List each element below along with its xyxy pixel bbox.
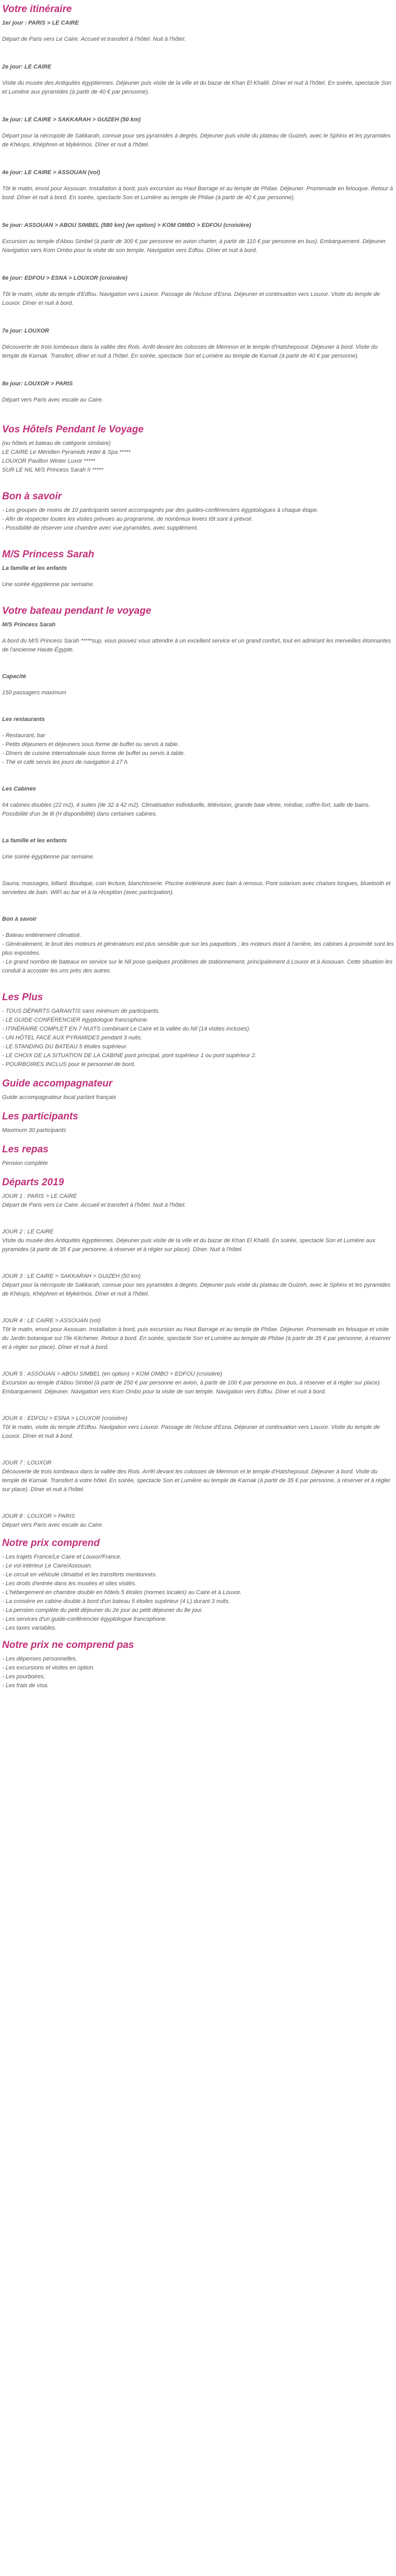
day-text: Départ vers Paris avec escale au Caire. xyxy=(2,397,103,403)
day-title: JOUR 8 : LOUXOR > PARIS xyxy=(2,1513,75,1519)
day-title: 6e jour: EDFOU > ESNA > LOUXOR (croisière) xyxy=(2,275,127,281)
itinerary-day xyxy=(2,168,394,202)
day-title: 8e jour: LOUXOR > PARIS xyxy=(2,381,73,387)
list-item: - La pension complète du petit déjeuner du 2e jour au petit déjeuner du 8e jour. xyxy=(2,1607,203,1613)
itinerary-title: Votre itinéraire xyxy=(2,4,72,15)
list-item: - Les trajets France/Le Caire et Louxor/France. xyxy=(2,1554,122,1560)
list-item: - Dîners de cuisine internationale sous forme de buffet ou servis à table. xyxy=(2,750,185,757)
day-text: Départ vers Paris avec escale au Caire. xyxy=(2,1522,103,1528)
boat-info-list xyxy=(2,931,394,976)
list-item: - Bateau entièrement climatisé. xyxy=(2,932,81,938)
list-item: - Les frais de visa. xyxy=(2,1682,49,1689)
meals-title: Les repas xyxy=(2,1144,49,1155)
list-item: LOUXOR Pavillon Winter Luxor ***** xyxy=(2,458,95,464)
list-item: - Possibilité de réserver une chambre avec vue pyramides, avec supplément. xyxy=(2,525,199,531)
departure-day xyxy=(2,1459,394,1494)
guide-title: Guide accompagnateur xyxy=(2,1078,113,1089)
good-to-know-list xyxy=(2,506,394,533)
day-text: Départ pour la nécropole de Sakkarah, connue pour ses pyramides à degrés. Déjeuner puis visite du plateau de Guizeh, avec le Sphinx et les pyramides de Khéops, Khéphren et Mykérinos. Dîner et nuit à l'hôtel. xyxy=(2,133,391,148)
cabins-title: Les Cabines xyxy=(2,786,36,792)
boat-title: Votre bateau pendant le voyage xyxy=(2,605,152,616)
capacity-title: Capacité xyxy=(2,673,26,680)
amenities-text: Sauna, massages, billard. Boutique, coin lecture, blanchisserie. Piscine extérieure avec bain à remous. Pont solarium avec chaises longues, bluetooth et serviettes de bain. WiFi au bar et à la réception (avec participation). xyxy=(2,880,391,896)
list-item: - Le circuit en véhicule climatisé et les transferts mentionnés. xyxy=(2,1572,157,1578)
list-item: - L'hébergement en chambre double en hôtels 5 étoiles (normes locales) au Caire et à Louxor. xyxy=(2,1589,242,1596)
list-item: (ou hôtels et bateau de catégorie similaire) xyxy=(2,440,111,446)
list-item: - Les excursions et visites en option. xyxy=(2,1665,95,1671)
list-item: SUR LE NIL M/S Princess Sarah II ***** xyxy=(2,467,103,473)
list-item: LE CAIRE Le Méridien Pyramids Hotel & Spa ***** xyxy=(2,449,131,455)
participants-text: Maximum 30 participants xyxy=(2,1127,66,1134)
day-title: JOUR 7 : LOUXOR xyxy=(2,1460,52,1466)
day-title: 5e jour: ASSOUAN > ABOU SIMBEL (580 km) (en option) > KOM OMBO > EDFOU (croisière) xyxy=(2,222,251,228)
list-item: - Thé et café servis les jours de navigation à 17 h. xyxy=(2,759,129,765)
itinerary-day xyxy=(2,380,394,405)
departure-day xyxy=(2,1512,394,1530)
departure-day xyxy=(2,1316,394,1352)
day-text: Excursion au temple d'Abou Simbel (à partir de 250 € par personne en avion, à partir de 100 € par personne en bus, à réserver et à régler sur place). Embarquement. Déjeuner. Navigation vers Kom Ombo pour la visite de son temple. Navigation vers Edfou. Dîner et nuit à bord. xyxy=(2,1380,381,1395)
departure-day xyxy=(2,1192,394,1210)
list-item: - Le grand nombre de bateaux en service sur le Nil pose quelques problèmes de stationnement, principalement à Louxor et à Assouan. Cette situation les conduit à accoster les uns près des autres. xyxy=(2,959,393,974)
itinerary-day xyxy=(2,19,394,44)
day-title: JOUR 1 : PARIS > LE CAIRE xyxy=(2,1193,77,1199)
list-item: - Généralement, le bruit des moteurs et générateurs est plus sensible que sur les paquebots ; les moteurs étant à l'arrière, les cabines à proximité sont les plus exposées. xyxy=(2,941,394,956)
day-text: Départ pour la nécropole de Sakkarah, connue pour ses pyramides à degrés. Déjeuner puis visite du plateau de Guizeh, avec le Sphinx et les pyramides de Khéops, Khéphren et Mykérinos. Dîner et nuit à l'hôtel. xyxy=(2,1282,391,1297)
hotels-title: Vos Hôtels Pendant le Voyage xyxy=(2,424,144,435)
list-item: - POURBOIRES INCLUS pour le personnel de bord. xyxy=(2,1061,135,1068)
guide-text: Guide accompagnateur local parlant français xyxy=(2,1094,117,1101)
boat-family-title: La famille et les enfants xyxy=(2,838,67,844)
boat-family-text: Une soirée égyptienne par semaine. xyxy=(2,854,95,860)
list-item: - Les groupes de moins de 10 participants seront accompagnés par des guides-conférenciers égyptologues à chaque étape. xyxy=(2,507,319,513)
day-title: 4e jour: LE CAIRE > ASSOUAN (vol) xyxy=(2,169,100,176)
list-item: - Les services d'un guide-conférencier égyptologue francophone. xyxy=(2,1616,167,1622)
princess-family-title: La famille et les enfants xyxy=(2,565,67,571)
boat-info-title: Bon à savoir xyxy=(2,916,37,922)
departure-day xyxy=(2,1414,394,1441)
departure-day xyxy=(2,1272,394,1299)
day-title: 3e jour: LE CAIRE > SAKKARAH > GUIZEH (50 km) xyxy=(2,117,141,123)
included-list xyxy=(2,1553,394,1633)
itinerary-day xyxy=(2,221,394,255)
itinerary-day xyxy=(2,327,394,361)
included-title: Notre prix comprend xyxy=(2,1538,100,1549)
departures-days xyxy=(2,1192,394,1530)
list-item: - Les pourboires. xyxy=(2,1674,45,1680)
day-text: Tôt le matin, envol pour Assouan. Installation à bord, puis excursion au Haut Barrage et au temple de Philae. Déjeuner. Promenade en felouque et visite du Jardin botanique sur l'île Kitchener. Retour à bord. En soirée, spectacle Son et Lumière au temple de Philae (à partir de 35 € par personne, à réserver et à régler sur place). Dîner et nuit à bord. xyxy=(2,1326,391,1350)
meals-text: Pension complète xyxy=(2,1160,48,1166)
itinerary-day xyxy=(2,63,394,97)
list-item: - ITINÉRAIRE COMPLET EN 7 NUITS combinant Le Caire et la vallée du Nil (14 visites incluses). xyxy=(2,1026,251,1032)
list-item: - LE CHOIX DE LA SITUATION DE LA CABINE pont principal, pont supérieur 1 ou pont supérieur 2. xyxy=(2,1052,257,1059)
day-text: Tôt le matin, envol pour Assouan. Installation à bord, puis excursion au Haut Barrage et au temple de Philae. Déjeuner. Promenade en felouque. Retour à bord. Dîner et nuit à bord. En soirée, spectacle Son et Lumière au temple de Philae (à partir de 40 € par personne). xyxy=(2,186,393,201)
hotels-list xyxy=(2,439,394,475)
excluded-title: Notre prix ne comprend pas xyxy=(2,1640,134,1651)
list-item: - Le vol intérieur Le Caire/Assouan. xyxy=(2,1563,92,1569)
list-item: - TOUS DÉPARTS GARANTIS sans minimum de participants. xyxy=(2,1008,160,1014)
list-item: - Restaurant, bar xyxy=(2,732,45,739)
list-item: - UN HÔTEL FACE AUX PYRAMIDES pendant 3 nuits. xyxy=(2,1035,143,1041)
list-item: - LE STANDING DU BATEAU 5 étoiles supérieur. xyxy=(2,1044,128,1050)
day-title: JOUR 3 : LE CAIRE > SAKKARAH > GUIZEH (50 km) xyxy=(2,1273,141,1279)
day-text: Découverte de trois tombeaux dans la vallée des Rois. Arrêt devant les colosses de Memnon et le temple d'Hatshepsout. Déjeuner à bord. Visite du temple de Karnak. Transfert à votre hôtel. En soirée, spectacle Son et Lumière au temple de Karnak (à partir de 35 € par personne, à réserver et à régler sur place). Dîner et nuit à l'hôtel. xyxy=(2,1469,391,1493)
itinerary-day xyxy=(2,116,394,150)
restaurants-list xyxy=(2,731,394,767)
departures-title: Départs 2019 xyxy=(2,1177,64,1188)
day-text: Tôt le matin, visite du temple d'Edfou. Navigation vers Louxor. Passage de l'écluse d'Esna. Déjeuner et continuation vers Louxor. Visite du temple de Louxor. Dîner et nuit à bord. xyxy=(2,1424,380,1439)
day-text: Départ de Paris vers Le Caire. Accueil et transfert à l'hôtel. Nuit à l'hôtel. xyxy=(2,36,186,42)
day-title: JOUR 6 : EDFOU > ESNA > LOUXOR (croisière) xyxy=(2,1415,127,1422)
capacity-text: 150 passagers maximum xyxy=(2,690,66,696)
day-text: Excursion au temple d'Abou Simbel (à partir de 300 € par personne en avion charter, à partir de 110 € par personne en bus). Embarquement. Déjeuner. Navigation vers Kom Ombo pour la visite de son temple. Navigation vers Edfou. Dîner et nuit à bord. xyxy=(2,238,388,254)
day-title: JOUR 4 : LE CAIRE > ASSOUAN (vol) xyxy=(2,1318,101,1324)
itinerary-day xyxy=(2,274,394,308)
day-text: Départ de Paris vers Le Caire. Accueil et transfert à l'hôtel. Nuit à l'hôtel. xyxy=(2,1202,186,1208)
day-title: JOUR 5 : ASSOUAN > ABOU SIMBEL (en option) > KOM OMBO > EDFOU (croisière) xyxy=(2,1371,223,1377)
list-item: - Afin de respecter toutes les visites prévues au programme, de nombreux levers tôt sont à prévoir. xyxy=(2,516,253,522)
excluded-list xyxy=(2,1655,394,1690)
plus-list xyxy=(2,1007,394,1069)
list-item: - Petits déjeuners et déjeuners sous forme de buffet ou servis à table. xyxy=(2,741,179,748)
cabins-text: 64 cabines doubles (22 m2), 4 suites (de 32 à 42 m2). Climatisation individuelle, télévision, grande baie vitrée, minibar, coffre-fort, salle de bains. Possibilité d'un 3e lit (H disponibilité) dans certaines cabines. xyxy=(2,802,370,817)
princess-family-text: Une soirée égyptienne par semaine. xyxy=(2,581,95,588)
boat-intro: A bord du M/S Princess Sarah *****sup, vous pouvez vous attendre à un excellent service et un grand confort, tout en admirant les merveilles étonnantes de l'ancienne Haute-Égypte. xyxy=(2,638,391,653)
day-text: Visite du musée des Antiquités égyptiennes. Déjeuner puis visite de la ville et du bazar de Khan El Khalili. En soirée, spectacle Son et Lumière aux pyramides (à partir de 35 € par personne, à réserver et à régler sur place). Dîner. Nuit à l'hôtel. xyxy=(2,1238,376,1253)
departure-day xyxy=(2,1228,394,1254)
princess-title: M/S Princess Sarah xyxy=(2,549,95,560)
departure-day xyxy=(2,1370,394,1396)
day-text: Visite du musée des Antiquités égyptiennes. Déjeuner puis visite de la ville et du bazar de Khan El Khalili. Dîner et nuit à l'hôtel. En soirée, spectacle Son et Lumière aux pyramides (à partir de 40 € par personne). xyxy=(2,80,392,95)
good-to-know-title: Bon à savoir xyxy=(2,491,62,502)
day-title: 7e jour: LOUXOR xyxy=(2,328,49,334)
list-item: - Les dépenses personnelles. xyxy=(2,1656,77,1662)
restaurants-title: Les restaurants xyxy=(2,716,45,723)
list-item: - LE GUIDE-CONFÉRENCIER égyptologue francophone. xyxy=(2,1017,149,1023)
list-item: - Les taxes variables. xyxy=(2,1625,56,1631)
participants-title: Les participants xyxy=(2,1111,78,1122)
day-text: Tôt le matin, visite du temple d'Edfou. Navigation vers Louxor. Passage de l'écluse d'Esna. Déjeuner et continuation vers Louxor. Visite du temple de Louxor. Dîner et nuit à bord. xyxy=(2,291,380,306)
boat-name-title: M/S Princess Sarah xyxy=(2,622,56,628)
day-title: 1er jour : PARIS > LE CAIRE xyxy=(2,20,79,26)
day-title: JOUR 2 : LE CAIRE xyxy=(2,1229,54,1235)
itinerary-days xyxy=(2,19,394,405)
list-item: - La croisière en cabine double à bord d'un bateau 5 étoiles supérieur (4 L) durant 3 nuits. xyxy=(2,1598,230,1605)
day-title: 2e jour: LE CAIRE xyxy=(2,64,52,70)
day-text: Découverte de trois tombeaux dans la vallée des Rois. Arrêt devant les colosses de Memnon et le temple d'Hatshepsout. Déjeuner à bord. Visite du temple de Karnak. Transfert, dîner et nuit à l'hôtel. En soirée, spectacle Son et Lumière au temple de Karnak (à partir de 40 € par personne). xyxy=(2,344,378,359)
list-item: - Les droits d'entrée dans les musées et sites visités. xyxy=(2,1581,137,1587)
plus-title: Les Plus xyxy=(2,992,43,1003)
